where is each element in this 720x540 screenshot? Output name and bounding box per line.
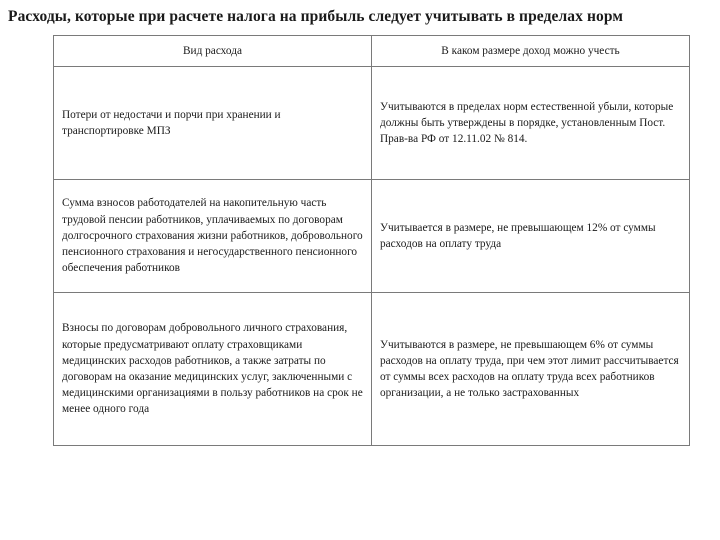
expense-cell: Сумма взносов работодателей на накопительную часть трудовой пенсии работников, уплачиваемых по договорам долгосрочного страхования жизни работников, добровольного пенсионного страхования и негосударственного пенсионного обеспечения работников <box>54 180 372 293</box>
expense-cell: Потери от недостачи и порчи при хранении и транспортировке МПЗ <box>54 67 372 180</box>
column-header-expense-type: Вид расхода <box>54 36 372 67</box>
limit-cell: Учитываются в размере, не превышающем 6% от суммы расходов на оплату труда, при чем этот лимит рассчитывается от суммы всех расходов на оплату труда всех работников организации, а не только застрахованных <box>372 293 690 446</box>
table-row <box>54 293 690 446</box>
limit-cell: Учитываются в пределах норм естественной убыли, которые должны быть утверждены в порядке, установленным Пост. Прав-ва РФ от 12.11.02 № 814. <box>372 67 690 180</box>
expense-norms-table <box>53 35 690 446</box>
table-row <box>54 180 690 293</box>
page-title: Расходы, которые при расчете налога на прибыль следует учитывать в пределах норм <box>8 8 623 25</box>
table-row <box>54 67 690 180</box>
expense-cell: Взносы по договорам добровольного личного страхования, которые предусматривают оплату страховщиками медицинских расходов работников, а также затраты по договорам на оказание медицинских услуг, заключенными с медицинскими организациями в пользу работников на срок не менее одного года <box>54 293 372 446</box>
limit-cell: Учитывается в размере, не превышающем 12% от суммы расходов на оплату труда <box>372 180 690 293</box>
table-header-row <box>54 36 690 67</box>
column-header-allowed-amount: В каком размере доход можно учесть <box>372 36 690 67</box>
